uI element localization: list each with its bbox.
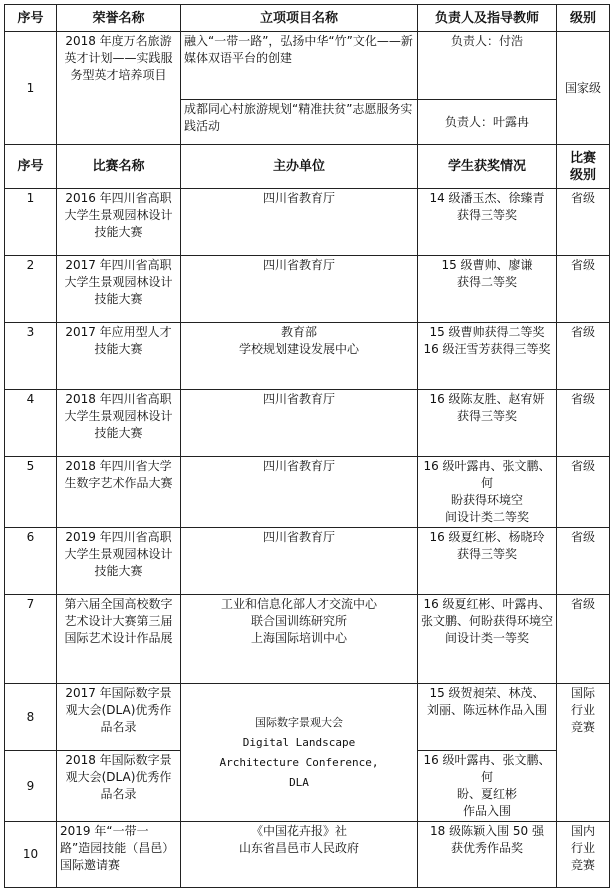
organizer: 《中国花卉报》社 山东省昌邑市人民政府 bbox=[181, 822, 418, 888]
row-no: 5 bbox=[5, 457, 57, 528]
table-row bbox=[5, 390, 610, 457]
comp-header-no: 序号 bbox=[5, 145, 57, 189]
organizer: 四川省教育厅 bbox=[181, 390, 418, 457]
row-no: 4 bbox=[5, 390, 57, 457]
row-no: 7 bbox=[5, 595, 57, 684]
table-row bbox=[5, 528, 610, 595]
table-row bbox=[5, 822, 610, 888]
header-level: 级别 bbox=[557, 5, 610, 32]
header-leader: 负责人及指导教师 bbox=[418, 5, 557, 32]
competition-name: 2018 年国际数字景观大会(DLA)优秀作品名录 bbox=[57, 751, 181, 822]
organizer: 四川省教育厅 bbox=[181, 256, 418, 323]
competition-name: 2019 年四川省高职大学生景观园林设计技能大赛 bbox=[57, 528, 181, 595]
comp-header-award: 学生获奖情况 bbox=[418, 145, 557, 189]
award: 15 级曹帅、廖谦 获得二等奖 bbox=[418, 256, 557, 323]
header-honor-name: 荣誉名称 bbox=[57, 5, 181, 32]
awards-table bbox=[4, 4, 610, 888]
project-name-2: 成都同心村旅游规划“精准扶贫”志愿服务实践活动 bbox=[181, 100, 418, 145]
competition-name: 2016 年四川省高职大学生景观园林设计技能大赛 bbox=[57, 189, 181, 256]
row-no: 1 bbox=[5, 189, 57, 256]
row-no: 9 bbox=[5, 751, 57, 822]
level: 国内 行业 竞赛 bbox=[557, 822, 610, 888]
comp-header-organizer: 主办单位 bbox=[181, 145, 418, 189]
competition-name: 2017 年应用型人才 技能大赛 bbox=[57, 323, 181, 390]
row-no: 3 bbox=[5, 323, 57, 390]
project-leader-2: 负责人：叶露冉 bbox=[418, 100, 557, 145]
table-row bbox=[5, 256, 610, 323]
organizer: 四川省教育厅 bbox=[181, 457, 418, 528]
table-row bbox=[5, 595, 610, 684]
award: 14 级潘玉杰、徐臻青 获得三等奖 bbox=[418, 189, 557, 256]
level: 省级 bbox=[557, 595, 610, 684]
competition-name: 2017 年国际数字景观大会(DLA)优秀作品名录 bbox=[57, 684, 181, 751]
honor-row bbox=[5, 32, 610, 100]
award: 15 级曹帅获得二等奖 16 级汪雪芳获得三等奖 bbox=[418, 323, 557, 390]
level-international: 国际 行业 竞赛 bbox=[557, 684, 610, 822]
award: 16 级叶露冉、张文鹏、何 盼、夏红彬 作品入围 bbox=[418, 751, 557, 822]
organizer: 工业和信息化部人才交流中心 联合国训练研究所 上海国际培训中心 bbox=[181, 595, 418, 684]
comp-header-level: 比赛 级别 bbox=[557, 145, 610, 189]
award: 16 级夏红彬、叶露冉、张文鹏、何盼获得环境空间设计类一等奖 bbox=[418, 595, 557, 684]
comp-header-name: 比赛名称 bbox=[57, 145, 181, 189]
award: 18 级陈颖入围 50 强 获优秀作品奖 bbox=[418, 822, 557, 888]
row-no: 8 bbox=[5, 684, 57, 751]
level: 省级 bbox=[557, 323, 610, 390]
competition-name: 2018 年四川省高职大学生景观园林设计技能大赛 bbox=[57, 390, 181, 457]
project-name-1: 融入“一带一路”，弘扬中华“竹”文化——新媒体双语平台的创建 bbox=[181, 32, 418, 100]
competition-header-row bbox=[5, 145, 610, 189]
award: 16 级陈友胜、赵宥妍 获得三等奖 bbox=[418, 390, 557, 457]
header-no: 序号 bbox=[5, 5, 57, 32]
row-no: 6 bbox=[5, 528, 57, 595]
level: 省级 bbox=[557, 528, 610, 595]
level: 省级 bbox=[557, 256, 610, 323]
table-row bbox=[5, 323, 610, 390]
award: 16 级夏红彬、杨晓玲 获得三等奖 bbox=[418, 528, 557, 595]
organizer: 教育部 学校规划建设发展中心 bbox=[181, 323, 418, 390]
honor-name: 2018 年度万名旅游英才计划——实践服务型英才培养项目 bbox=[57, 32, 181, 145]
table-row bbox=[5, 684, 610, 751]
table-row bbox=[5, 457, 610, 528]
competition-name: 2017 年四川省高职大学生景观园林设计技能大赛 bbox=[57, 256, 181, 323]
honor-level: 国家级 bbox=[557, 32, 610, 145]
level: 省级 bbox=[557, 189, 610, 256]
table-row bbox=[5, 189, 610, 256]
award: 15 级贺昶荣、林茂、 刘丽、陈远林作品入围 bbox=[418, 684, 557, 751]
organizer: 四川省教育厅 bbox=[181, 528, 418, 595]
project-leader-1: 负责人：付浩 bbox=[418, 32, 557, 100]
organizer-dla: 国际数字景观大会 Digital Landscape Architecture Conference, DLA bbox=[181, 684, 418, 822]
row-no: 10 bbox=[5, 822, 57, 888]
competition-name: 第六届全国高校数字艺术设计大赛第三届国际艺术设计作品展 bbox=[57, 595, 181, 684]
header-project-name: 立项项目名称 bbox=[181, 5, 418, 32]
level: 省级 bbox=[557, 390, 610, 457]
honor-no: 1 bbox=[5, 32, 57, 145]
competition-name: 2019 年“一带一路”造园技能（昌邑）国际邀请赛 bbox=[57, 822, 181, 888]
honor-header-row bbox=[5, 5, 610, 32]
organizer: 四川省教育厅 bbox=[181, 189, 418, 256]
award: 16 级叶露冉、张文鹏、何 盼获得环境空 间设计类二等奖 bbox=[418, 457, 557, 528]
row-no: 2 bbox=[5, 256, 57, 323]
level: 省级 bbox=[557, 457, 610, 528]
competition-name: 2018 年四川省大学生数字艺术作品大赛 bbox=[57, 457, 181, 528]
